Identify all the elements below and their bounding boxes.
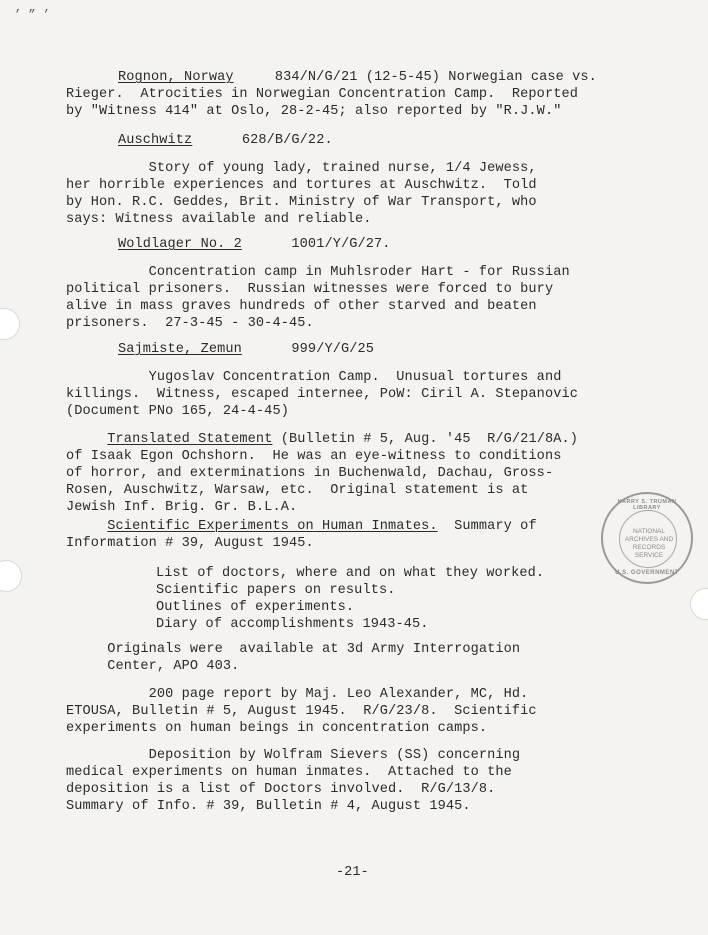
stamp-middle-text: NATIONAL ARCHIVES AND RECORDS SERVICE xyxy=(624,528,674,559)
woldlager-line-1: Concentration camp in Muhlsroder Hart - for Russian xyxy=(66,265,570,280)
deposition-line-1: Deposition by Wolfram Sievers (SS) concerning xyxy=(66,748,521,763)
scientific-list-item: List of doctors, where and on what they worked. xyxy=(156,566,545,581)
rognon-line-1 xyxy=(118,69,597,86)
originals-line-1: Originals were available at 3d Army Interrogation xyxy=(66,642,521,657)
rognon-heading: Rognon, Norway xyxy=(118,70,234,85)
deposition-line-3: deposition is a list of Doctors involved. R/G/13/8. xyxy=(66,782,496,797)
translated-line-3: of horror, and exterminations in Buchenwald, Dachau, Gross- xyxy=(66,466,554,481)
auschwitz-line-2: her horrible experiences and tortures at Auschwitz. Told xyxy=(66,178,537,193)
sajmiste-line-2: killings. Witness, escaped internee, PoW: Ciril A. Stepanovic xyxy=(66,387,578,402)
rognon-ref: 834/N/G/21 (12-5-45) Norwegian case vs. xyxy=(233,70,597,85)
auschwitz-line-4: says: Witness available and reliable. xyxy=(66,212,372,227)
page-number: -21- xyxy=(336,865,369,880)
punch-hole-top xyxy=(0,308,20,340)
archive-stamp xyxy=(601,492,693,584)
scientific-list-item: Outlines of experiments. xyxy=(156,600,355,615)
woldlager-line-3: alive in mass graves hundreds of other starved and beaten xyxy=(66,299,537,314)
report-line-2: ETOUSA, Bulletin # 5, August 1945. R/G/23/8. Scientific xyxy=(66,704,537,719)
rognon-line-2: Rieger. Atrocities in Norwegian Concentration Camp. Reported xyxy=(66,87,578,102)
sajmiste-heading: Sajmiste, Zemun 999/Y/G/25 xyxy=(118,342,374,357)
woldlager-line-4: prisoners. 27-3-45 - 30-4-45. xyxy=(66,316,314,331)
scientific-list-item: Scientific papers on results. xyxy=(156,583,396,598)
originals-line-2: Center, APO 403. xyxy=(66,659,240,674)
stray-marks: ’ ” ’ xyxy=(14,8,51,22)
sajmiste-line-3: (Document PNo 165, 24-4-45) xyxy=(66,404,289,419)
rognon-line-3: by "Witness 414" at Oslo, 28-2-45; also reported by "R.J.W." xyxy=(66,104,562,119)
punch-hole-right xyxy=(690,588,708,620)
deposition-line-4: Summary of Info. # 39, Bulletin # 4, August 1945. xyxy=(66,799,471,814)
stamp-bottom-text: U.S. GOVERNMENT xyxy=(615,570,679,576)
punch-hole-middle-left xyxy=(0,560,22,592)
woldlager-line-2: political prisoners. Russian witnesses were forced to bury xyxy=(66,282,554,297)
auschwitz-line-3: by Hon. R.C. Geddes, Brit. Ministry of War Transport, who xyxy=(66,195,537,210)
auschwitz-line-1: Story of young lady, trained nurse, 1/4 Jewess, xyxy=(66,161,537,176)
woldlager-heading: Woldlager No. 2 1001/Y/G/27. xyxy=(118,237,391,252)
translated-line-4: Rosen, Auschwitz, Warsaw, etc. Original statement is at xyxy=(66,483,529,498)
translated-line-1: Translated Statement (Bulletin # 5, Aug. '45 R/G/21/8A.) xyxy=(107,432,578,447)
translated-line-5: Jewish Inf. Brig. Gr. B.L.A. xyxy=(66,500,298,515)
translated-line-2: of Isaak Egon Ochshorn. He was an eye-witness to conditions xyxy=(66,449,562,464)
sajmiste-line-1: Yugoslav Concentration Camp. Unusual tortures and xyxy=(66,370,562,385)
scientific-line-2: Information # 39, August 1945. xyxy=(66,536,314,551)
stamp-top-text: HARRY S. TRUMAN LIBRARY xyxy=(617,499,677,511)
scientific-line-1: Scientific Experiments on Human Inmates. Summary of xyxy=(107,519,537,534)
report-line-1: 200 page report by Maj. Leo Alexander, MC, Hd. xyxy=(66,687,529,702)
report-line-3: experiments on human beings in concentration camps. xyxy=(66,721,488,736)
scientific-list-item: Diary of accomplishments 1943-45. xyxy=(156,617,429,632)
auschwitz-heading: Auschwitz 628/B/G/22. xyxy=(118,133,333,148)
deposition-line-2: medical experiments on human inmates. Attached to the xyxy=(66,765,512,780)
